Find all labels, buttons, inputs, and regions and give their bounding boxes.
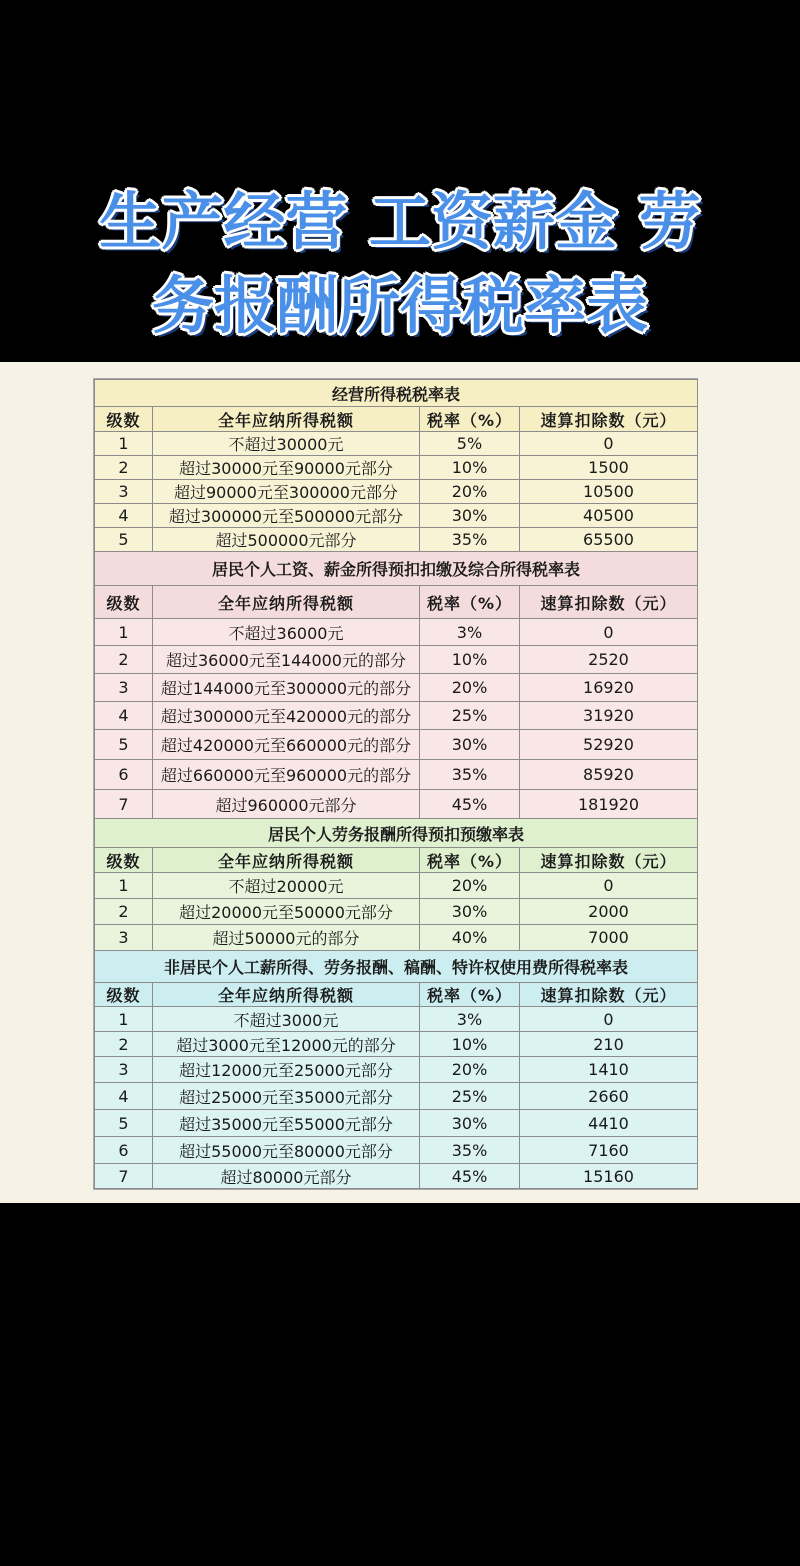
table-row [95,1032,698,1057]
income-range-cell: 超过36000元至144000元的部分 [153,646,420,674]
income-range-cell: 超过35000元至55000元部分 [153,1110,420,1137]
income-range-cell: 超过420000元至660000元的部分 [153,730,420,760]
level-cell: 2 [95,646,153,674]
deduction-cell: 0 [520,873,698,899]
column-header: 税率（%） [420,407,520,432]
level-cell: 6 [95,1137,153,1164]
table-row [95,1083,698,1110]
table-row [95,528,698,552]
deduction-cell: 4410 [520,1110,698,1137]
income-range-cell: 不超过20000元 [153,873,420,899]
income-range-cell: 不超过30000元 [153,432,420,456]
column-header: 税率（%） [420,586,520,619]
table-row [95,674,698,702]
level-cell: 4 [95,702,153,730]
deduction-cell: 0 [520,1007,698,1032]
level-cell: 2 [95,1032,153,1057]
table-row [95,1164,698,1189]
rate-cell: 30% [420,899,520,925]
column-header: 级数 [95,586,153,619]
table-row [95,702,698,730]
column-header: 级数 [95,983,153,1007]
table-title: 居民个人劳务报酬所得预扣预缴率表 [95,819,698,848]
rate-cell: 35% [420,760,520,790]
income-range-cell: 超过960000元部分 [153,790,420,819]
level-cell: 2 [95,456,153,480]
column-header: 级数 [95,848,153,873]
table-row [95,790,698,819]
table-title: 非居民个人工薪所得、劳务报酬、稿酬、特许权使用费所得税率表 [95,951,698,983]
rate-cell: 30% [420,730,520,760]
level-cell: 1 [95,1007,153,1032]
level-cell: 7 [95,1164,153,1189]
income-range-cell: 超过500000元部分 [153,528,420,552]
table-row [95,646,698,674]
deduction-cell: 0 [520,619,698,646]
level-cell: 2 [95,899,153,925]
rate-cell: 10% [420,646,520,674]
table-row [95,1057,698,1083]
level-cell: 3 [95,1057,153,1083]
table-title: 居民个人工资、薪金所得预扣扣缴及综合所得税率表 [95,552,698,586]
headline-line-1: 生产经营 工资薪金 劳 [99,185,701,258]
table-row [95,760,698,790]
table-title: 经营所得税税率表 [95,380,698,407]
level-cell: 3 [95,674,153,702]
tax-rate-sheet [93,378,698,1190]
rate-cell: 20% [420,1057,520,1083]
resident-service-table [95,819,698,951]
level-cell: 5 [95,528,153,552]
rate-cell: 45% [420,790,520,819]
table-row [95,432,698,456]
income-range-cell: 超过12000元至25000元部分 [153,1057,420,1083]
business-income-table [95,380,698,552]
income-range-cell: 超过25000元至35000元部分 [153,1083,420,1110]
income-range-cell: 超过80000元部分 [153,1164,420,1189]
income-range-cell: 超过3000元至12000元的部分 [153,1032,420,1057]
deduction-cell: 181920 [520,790,698,819]
rate-cell: 40% [420,925,520,951]
level-cell: 4 [95,504,153,528]
tax-rate-table [94,379,698,1189]
deduction-cell: 1410 [520,1057,698,1083]
table-row [95,925,698,951]
income-range-cell: 超过20000元至50000元部分 [153,899,420,925]
table-row [95,619,698,646]
rate-cell: 20% [420,480,520,504]
headline-line-2: 务报酬所得税率表 [151,269,648,342]
column-header: 速算扣除数（元） [520,983,698,1007]
level-cell: 6 [95,760,153,790]
level-cell: 3 [95,925,153,951]
rate-cell: 35% [420,528,520,552]
rate-cell: 30% [420,1110,520,1137]
level-cell: 1 [95,619,153,646]
rate-cell: 3% [420,619,520,646]
resident-wage-table [95,552,698,819]
rate-cell: 10% [420,456,520,480]
level-cell: 5 [95,730,153,760]
level-cell: 1 [95,873,153,899]
rate-cell: 5% [420,432,520,456]
column-header: 税率（%） [420,983,520,1007]
income-range-cell: 超过300000元至500000元部分 [153,504,420,528]
rate-cell: 30% [420,504,520,528]
deduction-cell: 7000 [520,925,698,951]
deduction-cell: 2660 [520,1083,698,1110]
column-header: 速算扣除数（元） [520,848,698,873]
rate-cell: 3% [420,1007,520,1032]
deduction-cell: 2000 [520,899,698,925]
table-row [95,1110,698,1137]
table-row [95,1007,698,1032]
level-cell: 4 [95,1083,153,1110]
rate-cell: 25% [420,702,520,730]
deduction-cell: 210 [520,1032,698,1057]
column-header: 速算扣除数（元） [520,407,698,432]
table-row [95,456,698,480]
deduction-cell: 40500 [520,504,698,528]
income-range-cell: 超过660000元至960000元的部分 [153,760,420,790]
rate-cell: 45% [420,1164,520,1189]
income-range-cell: 不超过36000元 [153,619,420,646]
deduction-cell: 10500 [520,480,698,504]
table-row [95,899,698,925]
deduction-cell: 0 [520,432,698,456]
column-header: 全年应纳所得税额 [153,848,420,873]
table-row [95,480,698,504]
table-row [95,504,698,528]
table-row [95,730,698,760]
deduction-cell: 16920 [520,674,698,702]
deduction-cell: 7160 [520,1137,698,1164]
table-row [95,873,698,899]
column-header: 税率（%） [420,848,520,873]
rate-cell: 10% [420,1032,520,1057]
table-row [95,1137,698,1164]
column-header: 全年应纳所得税额 [153,983,420,1007]
deduction-cell: 31920 [520,702,698,730]
deduction-cell: 52920 [520,730,698,760]
non-resident-table [95,951,698,1189]
column-header: 全年应纳所得税额 [153,586,420,619]
rate-cell: 35% [420,1137,520,1164]
deduction-cell: 2520 [520,646,698,674]
income-range-cell: 超过144000元至300000元的部分 [153,674,420,702]
deduction-cell: 1500 [520,456,698,480]
income-range-cell: 超过30000元至90000元部分 [153,456,420,480]
deduction-cell: 65500 [520,528,698,552]
level-cell: 7 [95,790,153,819]
income-range-cell: 超过55000元至80000元部分 [153,1137,420,1164]
column-header: 速算扣除数（元） [520,586,698,619]
rate-cell: 20% [420,873,520,899]
deduction-cell: 15160 [520,1164,698,1189]
income-range-cell: 不超过3000元 [153,1007,420,1032]
level-cell: 3 [95,480,153,504]
income-range-cell: 超过90000元至300000元部分 [153,480,420,504]
rate-cell: 25% [420,1083,520,1110]
rate-cell: 20% [420,674,520,702]
column-header: 级数 [95,407,153,432]
deduction-cell: 85920 [520,760,698,790]
level-cell: 1 [95,432,153,456]
income-range-cell: 超过50000元的部分 [153,925,420,951]
column-header: 全年应纳所得税额 [153,407,420,432]
level-cell: 5 [95,1110,153,1137]
income-range-cell: 超过300000元至420000元的部分 [153,702,420,730]
